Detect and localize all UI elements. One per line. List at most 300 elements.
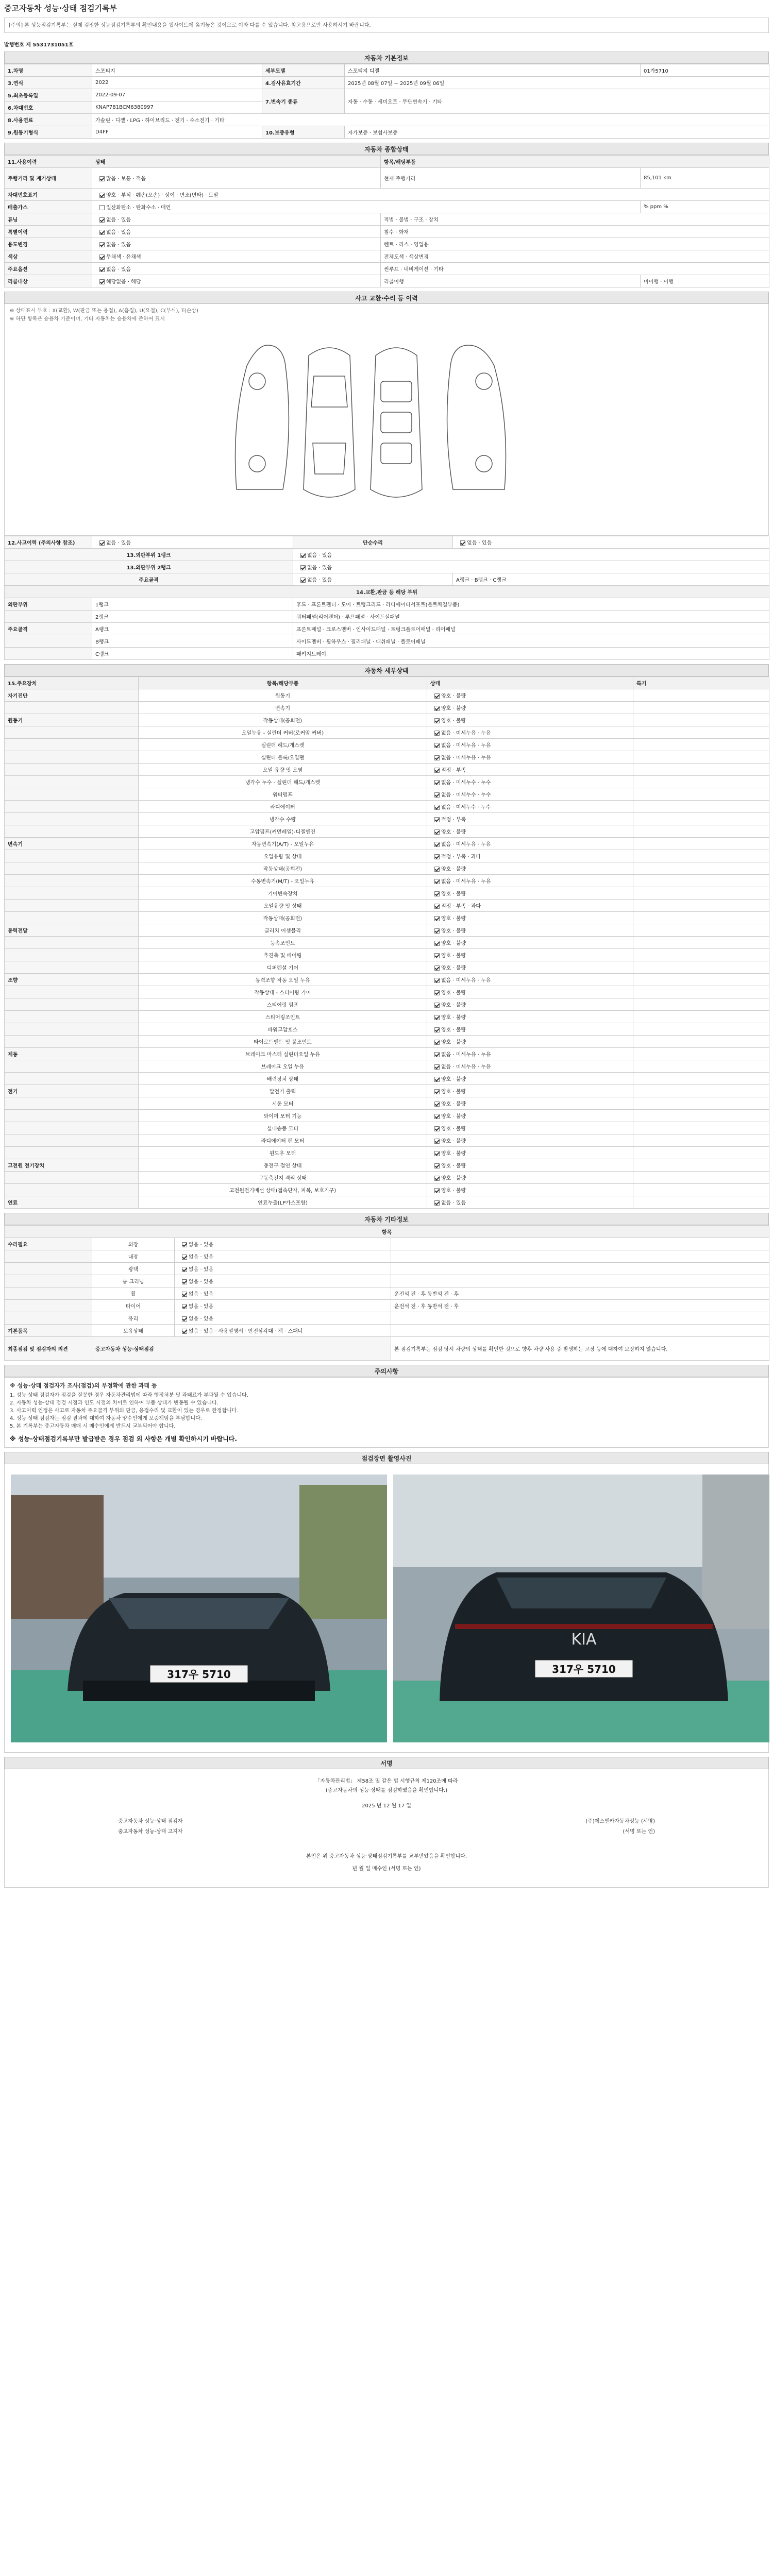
row-state bbox=[175, 1312, 391, 1325]
table-row bbox=[5, 226, 769, 238]
row-label: 8.사용연료 bbox=[5, 114, 92, 126]
row-state-text: 양호 · 불량 bbox=[441, 829, 466, 835]
row-extra bbox=[391, 1312, 769, 1325]
row-item: 룸 크리닝 bbox=[92, 1275, 175, 1287]
checkbox-icon[interactable] bbox=[434, 904, 440, 909]
row-group bbox=[5, 998, 139, 1011]
row-label: 튜닝 bbox=[5, 213, 92, 226]
table-row bbox=[5, 89, 769, 101]
row-state bbox=[175, 1275, 391, 1287]
checkbox-icon[interactable] bbox=[434, 718, 440, 723]
table-row bbox=[5, 776, 769, 788]
rear-plate-text: 317우 5710 bbox=[552, 1663, 616, 1675]
row-item: 구동축전지 격리 상태 bbox=[139, 1172, 427, 1184]
row-state-text: 없음 · 있음 bbox=[106, 267, 131, 273]
checkbox-icon[interactable] bbox=[182, 1292, 187, 1297]
row-group: 조향 bbox=[5, 974, 139, 986]
checkbox-icon[interactable] bbox=[434, 1003, 440, 1008]
checkbox-icon[interactable] bbox=[182, 1279, 187, 1284]
row-group bbox=[5, 739, 139, 751]
checkbox-icon[interactable] bbox=[434, 1176, 440, 1181]
row-note bbox=[633, 714, 769, 726]
row-state-text: 없음 · 미세누수 · 누수 bbox=[441, 805, 491, 810]
checkbox-icon[interactable] bbox=[300, 553, 306, 558]
checkbox-icon[interactable] bbox=[434, 990, 440, 995]
row-item: 스티어링 펌프 bbox=[139, 998, 427, 1011]
row-label: 특별이력 bbox=[5, 226, 92, 238]
legend-line: ※ 상태표시 부호 : X(교환), W(판금 또는 용접), A(흠집), U(요철), C(부식), T(손상) bbox=[10, 308, 198, 314]
checkbox-icon[interactable] bbox=[434, 1151, 440, 1156]
row-state-text: 양호 · 불량 bbox=[441, 1176, 466, 1181]
checkbox-icon[interactable] bbox=[99, 217, 105, 223]
notes-heading: ※ 성능·상태 점검자가 조사(점검)의 부정확에 관한 과태 등 bbox=[10, 1382, 157, 1389]
checkbox-icon[interactable] bbox=[434, 867, 440, 872]
document-page bbox=[4, 3, 769, 1888]
checkbox-icon[interactable] bbox=[434, 1077, 440, 1082]
table-row bbox=[5, 1036, 769, 1048]
checkbox-icon[interactable] bbox=[434, 1188, 440, 1193]
row-state-text: 양호 · 불량 bbox=[441, 990, 466, 996]
row-group bbox=[5, 1147, 139, 1159]
table-row bbox=[5, 1337, 769, 1361]
row-note bbox=[633, 1011, 769, 1023]
row-state bbox=[92, 201, 641, 213]
row-item: 파워고압호스 bbox=[139, 1023, 427, 1036]
notes-item: 3. 사고이력 인정은 사고로 자동차 주요골격 부위의 판금, 용접수리 및 교환이 있는 경우로 한정합니다. bbox=[10, 1408, 239, 1414]
checkbox-icon[interactable] bbox=[434, 1163, 440, 1168]
table-row bbox=[5, 825, 769, 838]
row-group bbox=[5, 1110, 139, 1122]
checkbox-icon[interactable] bbox=[99, 540, 105, 546]
checkbox-icon[interactable] bbox=[182, 1316, 187, 1321]
table-row bbox=[5, 1023, 769, 1036]
row-note bbox=[633, 764, 769, 776]
row-label: 주요골격 bbox=[5, 573, 293, 586]
checkbox-icon[interactable] bbox=[434, 1027, 440, 1032]
row-rank: A랭크 bbox=[92, 623, 293, 635]
row-state bbox=[427, 986, 633, 998]
row-note bbox=[633, 937, 769, 949]
row-state bbox=[427, 1085, 633, 1097]
row-value: KNAP781BCM6380997 bbox=[92, 101, 262, 114]
row-state-text: 양호 · 불량 bbox=[441, 1015, 466, 1021]
row-detail: 전체도색 · 색상변경 bbox=[381, 250, 769, 263]
checkbox-icon[interactable] bbox=[99, 230, 105, 235]
row-value: 2025년 08월 07일 ~ 2025년 09월 06일 bbox=[345, 77, 769, 89]
checkbox-icon[interactable] bbox=[434, 780, 440, 785]
row-group: 고전원 전기장치 bbox=[5, 1159, 139, 1172]
page-title: 중고자동차 성능·상태 점검기록부 bbox=[4, 4, 117, 13]
row-group bbox=[5, 875, 139, 887]
row-note bbox=[633, 986, 769, 998]
row-extra bbox=[391, 1263, 769, 1275]
table-row bbox=[5, 623, 769, 635]
checkbox-icon[interactable] bbox=[434, 731, 440, 736]
checkbox-icon[interactable] bbox=[99, 242, 105, 247]
checkbox-icon[interactable] bbox=[434, 854, 440, 859]
row-group: 기본품목 bbox=[5, 1325, 92, 1337]
row-label: 3.연식 bbox=[5, 77, 92, 89]
receipt-line: 년 월 일 매수인 (서명 또는 인) bbox=[352, 1866, 421, 1872]
checkbox-icon[interactable] bbox=[182, 1267, 187, 1272]
row-label: 색상 bbox=[5, 250, 92, 263]
row-note bbox=[633, 1085, 769, 1097]
row-item: 윈도우 모터 bbox=[139, 1147, 427, 1159]
checkbox-icon[interactable] bbox=[434, 1126, 440, 1131]
table-row bbox=[5, 598, 769, 611]
row-extra bbox=[391, 1325, 769, 1337]
row-note bbox=[633, 801, 769, 813]
row-label: 배출가스 bbox=[5, 201, 92, 213]
row-state bbox=[427, 813, 633, 825]
checkbox-icon[interactable] bbox=[434, 755, 440, 760]
row-group bbox=[5, 1184, 139, 1196]
table-row bbox=[5, 1097, 769, 1110]
row-value: 85,101 km bbox=[641, 168, 769, 189]
row-group bbox=[5, 1275, 92, 1287]
other-table-body bbox=[5, 1238, 769, 1337]
row-note bbox=[633, 998, 769, 1011]
other-info-table bbox=[4, 1225, 769, 1361]
table-row bbox=[5, 77, 769, 89]
table-row bbox=[5, 739, 769, 751]
row-state-text: 적정 · 부족 bbox=[441, 768, 466, 773]
table-row bbox=[5, 1184, 769, 1196]
row-state-text: 양호 · 불량 bbox=[441, 1003, 466, 1008]
table-row bbox=[5, 1325, 769, 1337]
row-state-text: 없음 · 있음 bbox=[106, 540, 131, 546]
row-note bbox=[633, 1110, 769, 1122]
row-label: 리콜대상 bbox=[5, 275, 92, 287]
checkbox-icon[interactable] bbox=[434, 879, 440, 884]
row-label: 6.차대번호 bbox=[5, 101, 92, 114]
table-row bbox=[5, 788, 769, 801]
checkbox-icon[interactable] bbox=[434, 916, 440, 921]
row-state-text: 양호 · 불량 bbox=[441, 916, 466, 922]
rear-photo bbox=[393, 1475, 769, 1742]
table-row bbox=[5, 201, 769, 213]
row-note bbox=[633, 1184, 769, 1196]
row-item: 유리 bbox=[92, 1312, 175, 1325]
table-row bbox=[5, 561, 769, 573]
table-row bbox=[5, 1287, 769, 1300]
row-item: 타이어 bbox=[92, 1300, 175, 1312]
checkbox-icon[interactable] bbox=[434, 1101, 440, 1107]
opinion-label: 최종점검 및 점검자의 의견 bbox=[5, 1337, 92, 1361]
row-label: 1.차명 bbox=[5, 64, 92, 77]
row-label: 7.변속기 종류 bbox=[262, 89, 345, 114]
row-label bbox=[5, 648, 92, 660]
row-state bbox=[427, 974, 633, 986]
car-outline-diagram bbox=[226, 335, 515, 510]
checkbox-icon[interactable] bbox=[99, 267, 105, 272]
row-state bbox=[427, 912, 633, 924]
checkbox-icon[interactable] bbox=[434, 891, 440, 896]
row-state-text: 양호 · 불량 bbox=[441, 1126, 466, 1132]
row-group bbox=[5, 1023, 139, 1036]
row-group: 동력전달 bbox=[5, 924, 139, 937]
checkbox-icon[interactable] bbox=[434, 1052, 440, 1057]
row-label: 용도변경 bbox=[5, 238, 92, 250]
column-header: 항목/해당부품 bbox=[381, 156, 769, 168]
checkbox-icon[interactable] bbox=[434, 842, 440, 847]
row-state bbox=[92, 213, 381, 226]
row-rank: 2랭크 bbox=[92, 611, 293, 623]
column-header: 상태 bbox=[427, 677, 633, 689]
table-row bbox=[5, 1147, 769, 1159]
checkbox-icon[interactable] bbox=[434, 792, 440, 798]
front-photo bbox=[11, 1475, 387, 1742]
row-label: 13.외판부위 1랭크 bbox=[5, 549, 293, 561]
table-row bbox=[5, 751, 769, 764]
column-header: 15.주요장치 bbox=[5, 677, 139, 689]
checkbox-icon[interactable] bbox=[434, 1089, 440, 1094]
row-items: 후드 · 프론트펜더 · 도어 · 트렁크리드 · 라디에이터서포트(볼트체결부품) bbox=[293, 598, 769, 611]
row-state-text: 없음 · 있음 bbox=[189, 1279, 214, 1285]
table-header-row bbox=[5, 677, 769, 689]
detail-state-table bbox=[4, 676, 769, 1209]
section-title-overall: 자동차 종합상태 bbox=[4, 143, 769, 155]
checkbox-icon[interactable] bbox=[434, 1064, 440, 1070]
row-label: 주요옵션 bbox=[5, 263, 92, 275]
row-state-text: 없음 · 미세누유 · 누유 bbox=[441, 879, 491, 885]
table-row bbox=[5, 887, 769, 900]
row-note bbox=[633, 974, 769, 986]
row-state-text: 양호 · 불량 bbox=[441, 891, 466, 897]
table-row bbox=[5, 1263, 769, 1275]
row-state-text: 없음 · 미세누유 · 누유 bbox=[441, 755, 491, 761]
row-note bbox=[633, 702, 769, 714]
row-state-text: 양호 · 불량 bbox=[441, 953, 466, 959]
row-detail: 현재 주행거리 bbox=[381, 168, 641, 189]
row-state bbox=[427, 1159, 633, 1172]
table-row bbox=[5, 1134, 769, 1147]
row-group bbox=[5, 1011, 139, 1023]
row-item: 오일유량 및 상태 bbox=[139, 900, 427, 912]
row-note bbox=[633, 1036, 769, 1048]
table-row bbox=[5, 726, 769, 739]
row-value: 가솔린 · 디젤 · LPG · 하이브리드 · 전기 · 수소전기 · 기타 bbox=[92, 114, 769, 126]
row-item: 배력장치 상태 bbox=[139, 1073, 427, 1085]
column-header: 특기 bbox=[633, 677, 769, 689]
photo-area bbox=[4, 1464, 769, 1753]
row-state-text: 양호 · 불량 bbox=[441, 1188, 466, 1194]
checkbox-icon[interactable] bbox=[182, 1255, 187, 1260]
row-state bbox=[427, 801, 633, 813]
table-row bbox=[5, 648, 769, 660]
section-title-signature: 서명 bbox=[4, 1757, 769, 1769]
row-state bbox=[427, 949, 633, 961]
checkbox-icon[interactable] bbox=[182, 1304, 187, 1309]
row-label: 13.외판부위 2랭크 bbox=[5, 561, 293, 573]
row-items: 사이드멤버 · 휠하우스 · 필러패널 · 대쉬패널 · 플로어패널 bbox=[293, 635, 769, 648]
table-row bbox=[5, 1238, 769, 1250]
row-state-text: 없음 · 있음 bbox=[307, 578, 332, 583]
row-value: D4FF bbox=[92, 126, 262, 139]
checkbox-icon[interactable] bbox=[434, 817, 440, 822]
checkbox-icon[interactable] bbox=[460, 540, 465, 546]
row-extra: 01가5710 bbox=[641, 64, 769, 77]
row-item: 외장 bbox=[92, 1238, 175, 1250]
table-row bbox=[5, 1172, 769, 1184]
row-item: 브레이크 마스터 실린더오일 누유 bbox=[139, 1048, 427, 1060]
row-label: 5.최초등록일 bbox=[5, 89, 92, 101]
checkbox-icon[interactable] bbox=[434, 941, 440, 946]
row-state bbox=[427, 751, 633, 764]
checkbox-icon[interactable] bbox=[434, 978, 440, 983]
row-value-text: 없음 · 있음 bbox=[467, 540, 492, 546]
table-row bbox=[5, 850, 769, 862]
row-group: 변속기 bbox=[5, 838, 139, 850]
checkbox-icon[interactable] bbox=[99, 205, 105, 210]
table-row bbox=[5, 1122, 769, 1134]
opinion-sub: 중고자동차 성능·상태점검 bbox=[92, 1337, 391, 1361]
row-extra bbox=[391, 1250, 769, 1263]
row-note bbox=[633, 689, 769, 702]
checkbox-icon[interactable] bbox=[434, 1015, 440, 1020]
row-state-text: 없음 · 있음 bbox=[307, 565, 332, 571]
row-state bbox=[92, 238, 381, 250]
inspector-label: 중고자동차 성능·상태 점검자 bbox=[118, 1819, 183, 1824]
checkbox-icon[interactable] bbox=[99, 176, 105, 181]
checkbox-icon[interactable] bbox=[434, 953, 440, 958]
checkbox-icon[interactable] bbox=[434, 706, 440, 711]
row-note bbox=[633, 1134, 769, 1147]
checkbox-icon[interactable] bbox=[434, 743, 440, 748]
row-state bbox=[92, 189, 769, 201]
row-state bbox=[427, 1097, 633, 1110]
row-note bbox=[633, 1097, 769, 1110]
table-row bbox=[5, 573, 769, 586]
checkbox-icon[interactable] bbox=[300, 565, 306, 570]
row-extra bbox=[391, 1238, 769, 1250]
checkbox-icon[interactable] bbox=[182, 1242, 187, 1247]
row-state-text: 없음 · 있음 bbox=[189, 1242, 214, 1248]
row-state-text: 양호 · 불량 bbox=[441, 928, 466, 934]
row-item: 충전구 절연 상태 bbox=[139, 1159, 427, 1172]
row-note bbox=[633, 751, 769, 764]
row-item: 작동상태 - 스티어링 기어 bbox=[139, 986, 427, 998]
row-note bbox=[633, 1073, 769, 1085]
row-detail: 리콜이행 bbox=[381, 275, 641, 287]
row-state-text: 없음 · 있음 bbox=[106, 230, 131, 235]
row-item: 실린더 블록/오일팬 bbox=[139, 751, 427, 764]
table-row bbox=[5, 250, 769, 263]
row-note bbox=[633, 1147, 769, 1159]
notes-item: 2. 자동차 성능·상태 점검 시점과 인도 시점의 차이로 인하여 부품 상태가 변동될 수 있습니다. bbox=[10, 1400, 219, 1406]
table-row bbox=[5, 189, 769, 201]
row-item: 오일 유량 및 오염 bbox=[139, 764, 427, 776]
table-row bbox=[5, 1110, 769, 1122]
section-title-basic: 자동차 기본정보 bbox=[4, 52, 769, 64]
row-state bbox=[175, 1325, 391, 1337]
row-state-text: 양호 · 불량 bbox=[441, 1077, 466, 1082]
document-number: 발행번호 제 5531731051호 bbox=[4, 42, 74, 48]
row-state bbox=[427, 1147, 633, 1159]
row-state bbox=[427, 1122, 633, 1134]
row-state bbox=[427, 1172, 633, 1184]
row-group bbox=[5, 949, 139, 961]
checkbox-icon[interactable] bbox=[434, 768, 440, 773]
row-item: 동력조향 작동 오일 누유 bbox=[139, 974, 427, 986]
row-state-text: 없음 · 있음 bbox=[189, 1267, 214, 1273]
row-state bbox=[175, 1287, 391, 1300]
sign-line: 「자동차관리법」 제58조 및 같은 법 시행규칙 제120조에 따라 bbox=[315, 1778, 458, 1784]
checkbox-icon[interactable] bbox=[99, 193, 105, 198]
row-detail: A랭크 · B랭크 · C랭크 bbox=[453, 573, 769, 586]
checkbox-icon[interactable] bbox=[434, 805, 440, 810]
row-item: 작동상태(공회전) bbox=[139, 912, 427, 924]
row-state-text: 양호 · 불량 bbox=[441, 941, 466, 946]
row-state-text: 없음 · 있음 bbox=[189, 1292, 214, 1297]
table-row bbox=[5, 764, 769, 776]
row-value bbox=[453, 536, 769, 549]
checkbox-icon[interactable] bbox=[434, 829, 440, 835]
row-state-text: 없음 · 미세누유 · 누유 bbox=[441, 731, 491, 736]
table-row bbox=[5, 275, 769, 287]
row-state bbox=[427, 961, 633, 974]
table-row bbox=[5, 998, 769, 1011]
checkbox-icon[interactable] bbox=[434, 928, 440, 934]
row-state bbox=[427, 1023, 633, 1036]
row-label: 주요골격 bbox=[5, 623, 92, 635]
table-row bbox=[5, 1085, 769, 1097]
checkbox-icon[interactable] bbox=[182, 1329, 187, 1334]
row-label: 12.사고이력 (주의사항 참조) bbox=[5, 536, 92, 549]
checkbox-icon[interactable] bbox=[434, 965, 440, 971]
row-state bbox=[427, 788, 633, 801]
row-value: 스포티지 디젤 bbox=[345, 64, 641, 77]
row-detail: 침수 · 화재 bbox=[381, 226, 769, 238]
checkbox-icon[interactable] bbox=[300, 578, 306, 583]
row-item: 실내송풍 모터 bbox=[139, 1122, 427, 1134]
row-item: 수동변속기(M/T) - 오일누유 bbox=[139, 875, 427, 887]
row-group bbox=[5, 937, 139, 949]
row-state bbox=[293, 549, 769, 561]
row-state-text: 없음 · 미세누유 · 누유 bbox=[441, 1064, 491, 1070]
basic-info-table bbox=[4, 64, 769, 139]
row-state bbox=[427, 714, 633, 726]
row-state bbox=[427, 838, 633, 850]
sign-date: 2025 년 12 월 17 일 bbox=[362, 1803, 411, 1809]
row-state-text: 양호 · 불량 bbox=[441, 1114, 466, 1120]
table-row bbox=[5, 1196, 769, 1209]
row-note bbox=[633, 1196, 769, 1209]
checkbox-icon[interactable] bbox=[434, 1139, 440, 1144]
checkbox-icon[interactable] bbox=[434, 1040, 440, 1045]
wheel-icon bbox=[249, 455, 265, 472]
table-row bbox=[5, 1300, 769, 1312]
checkbox-icon[interactable] bbox=[434, 693, 440, 699]
notes-item: 1. 성능·상태 점검자가 점검을 잘못한 경우 자동차관리법에 따라 행정처분 및 과태료가 부과될 수 있습니다. bbox=[10, 1393, 248, 1398]
row-extra: 운전석 전 · 후 동반석 전 · 후 bbox=[391, 1300, 769, 1312]
row-state bbox=[92, 275, 381, 287]
row-note bbox=[633, 924, 769, 937]
wheel-icon bbox=[476, 373, 492, 389]
checkbox-icon[interactable] bbox=[99, 255, 105, 260]
row-item: 실린더 헤드/개스켓 bbox=[139, 739, 427, 751]
table-row bbox=[5, 114, 769, 126]
checkbox-icon[interactable] bbox=[434, 1114, 440, 1119]
table-row bbox=[5, 611, 769, 623]
checkbox-icon[interactable] bbox=[99, 279, 105, 284]
table-row bbox=[5, 924, 769, 937]
checkbox-icon[interactable] bbox=[434, 1200, 440, 1206]
diagram-legend bbox=[10, 307, 198, 324]
row-value: 2022 bbox=[92, 77, 262, 89]
row-item: 내장 bbox=[92, 1250, 175, 1263]
receipt-line: 본인은 위 중고자동차 성능·상태점검기록부를 교부받았음을 확인합니다. bbox=[306, 1854, 467, 1859]
